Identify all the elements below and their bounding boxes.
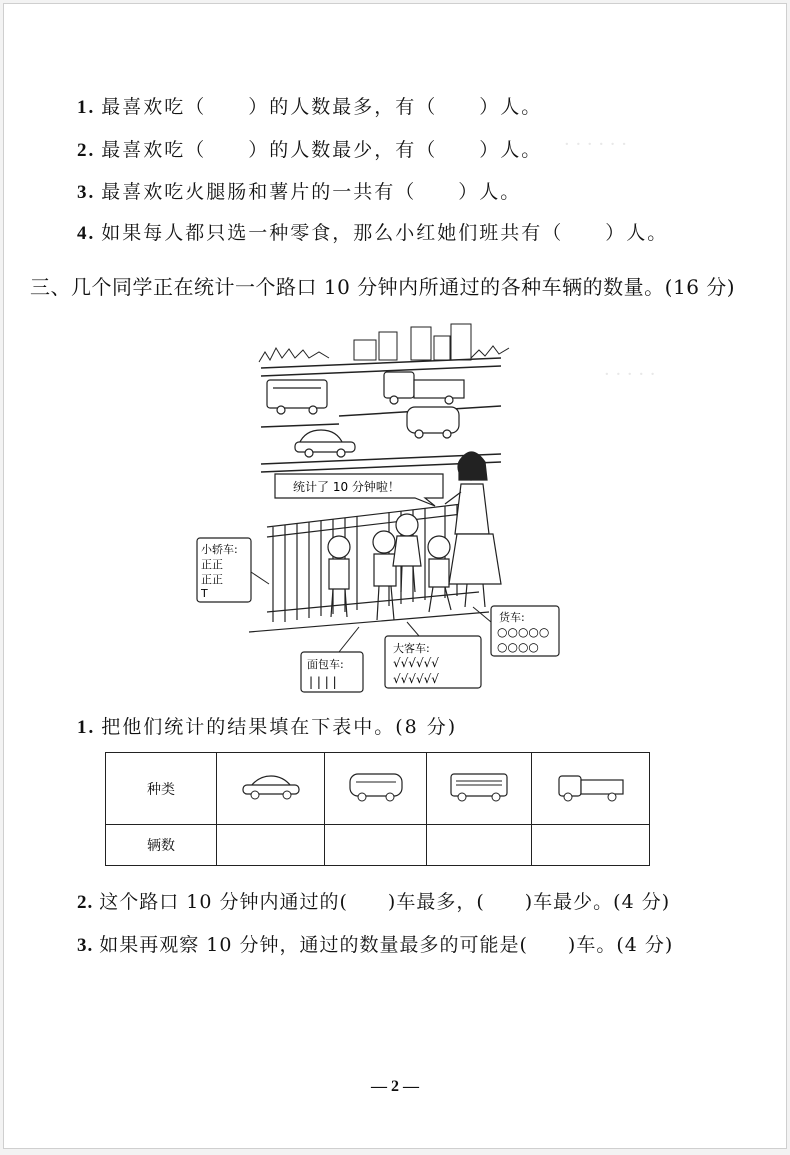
row-header-type: 种类 bbox=[106, 753, 217, 825]
city-skyline bbox=[259, 324, 509, 362]
truck-label: 货车: bbox=[499, 611, 525, 624]
truck-tally-line: ○○○○ bbox=[497, 640, 539, 654]
question-text: 最喜欢吃（ ）的人数最多，有（ ）人。 bbox=[101, 96, 543, 118]
question-number: 2. bbox=[77, 140, 96, 161]
car-icon bbox=[295, 430, 355, 457]
van-tally-box bbox=[301, 627, 363, 692]
question-number: 1. bbox=[77, 717, 96, 738]
answer-cell-truck[interactable] bbox=[532, 825, 650, 866]
traffic-counting-illustration bbox=[189, 322, 564, 702]
sub-question-3 bbox=[77, 930, 673, 957]
question-text: 最喜欢吃（ ）的人数最少，有（ ）人。 bbox=[101, 139, 543, 161]
bleed-through: · · · · · · bbox=[564, 134, 627, 155]
worksheet-page bbox=[3, 3, 787, 1149]
question-number: 2. bbox=[77, 892, 94, 913]
van-icon bbox=[407, 407, 459, 438]
bus-tally-box bbox=[385, 622, 481, 688]
question-text: 最喜欢吃火腿肠和薯片的一共有（ ）人。 bbox=[101, 181, 522, 203]
tally-table bbox=[105, 752, 650, 866]
answer-cell-van[interactable] bbox=[325, 825, 427, 866]
page-number: — 2 — bbox=[371, 1078, 419, 1095]
question-number: 3. bbox=[77, 935, 94, 956]
question-number: 4. bbox=[77, 223, 96, 244]
teacher-figure bbox=[445, 452, 501, 607]
question-4 bbox=[77, 218, 668, 245]
bus-label: 大客车: bbox=[393, 642, 430, 655]
table-row bbox=[106, 825, 650, 866]
vehicle-cell-car bbox=[217, 753, 325, 825]
speech-bubble bbox=[275, 474, 443, 506]
bus-tally-line: √√√√√√ bbox=[393, 672, 439, 686]
sub-question-2 bbox=[77, 887, 670, 914]
question-1 bbox=[77, 92, 542, 119]
car-icon bbox=[239, 772, 303, 802]
speech-text: 统计了 10 分钟啦！ bbox=[293, 480, 400, 494]
bus-icon bbox=[448, 770, 510, 804]
sub-question-1 bbox=[77, 712, 457, 739]
van-label: 面包车: bbox=[307, 658, 344, 671]
truck-tally-box bbox=[473, 606, 559, 656]
van-icon bbox=[346, 770, 406, 804]
bus-icon bbox=[267, 380, 327, 414]
question-text: 如果再观察 10 分钟，通过的数量最多的可能是( )车。(4 分) bbox=[99, 934, 674, 956]
truck-tally-line: ○○○○○ bbox=[497, 625, 550, 639]
car-tally-line: 正正 bbox=[201, 558, 223, 571]
bus-tally-line: √√√√√√ bbox=[393, 656, 439, 670]
question-text: 这个路口 10 分钟内通过的( )车最多，( )车最少。(4 分) bbox=[99, 891, 671, 913]
bleed-through: · · · · · bbox=[604, 364, 656, 385]
question-text: 把他们统计的结果填在下表中。(8 分) bbox=[101, 716, 458, 738]
vehicle-cell-van bbox=[325, 753, 427, 825]
car-label: 小轿车: bbox=[201, 543, 238, 556]
car-tally-box bbox=[197, 538, 269, 602]
truck-icon bbox=[384, 372, 464, 404]
vehicle-cell-truck bbox=[532, 753, 650, 825]
truck-icon bbox=[556, 770, 626, 804]
van-tally-line: | | | | bbox=[309, 675, 337, 689]
car-tally-line: T bbox=[201, 587, 208, 600]
section-title: 三、几个同学正在统计一个路口 10 分钟内所通过的各种车辆的数量。(16 分) bbox=[30, 275, 736, 299]
question-number: 1. bbox=[77, 97, 96, 118]
row-header-count: 辆数 bbox=[106, 825, 217, 866]
table-row bbox=[106, 753, 650, 825]
answer-cell-bus[interactable] bbox=[427, 825, 532, 866]
question-3 bbox=[77, 177, 521, 204]
answer-cell-car[interactable] bbox=[217, 825, 325, 866]
car-tally-line: 正正 bbox=[201, 573, 223, 586]
vehicle-cell-bus bbox=[427, 753, 532, 825]
question-number: 3. bbox=[77, 182, 96, 203]
question-text: 如果每人都只选一种零食，那么小红她们班共有（ ）人。 bbox=[101, 222, 669, 244]
question-2 bbox=[77, 135, 542, 162]
